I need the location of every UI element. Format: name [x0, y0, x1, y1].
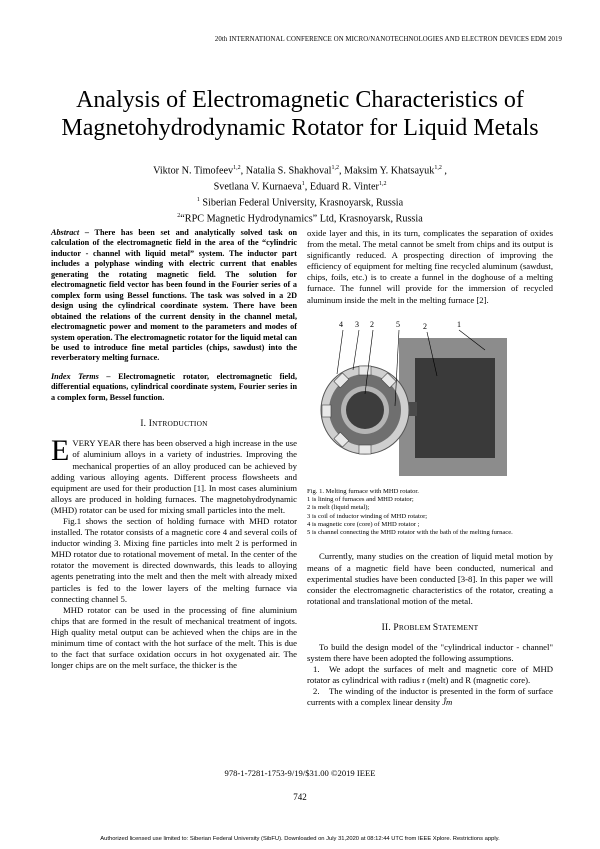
- caption-line: 1 is lining of furnaces and MHD rotator;: [307, 495, 414, 503]
- section-rest: NTRODUCTION: [152, 419, 208, 429]
- author-name: Svetlana V. Kurnaeva: [213, 181, 302, 193]
- author-name: Maksim Y. Khatsayuk: [344, 165, 435, 177]
- section-heading-introduction: [51, 418, 297, 430]
- intro-paragraph-2: Fig.1 shows the section of holding furnace with MHD rotator installed. The rotator consists of a magnetic core 4 and several coils of inductor winding 3. Mixing fine particles into melt 2 is performed in MHD rotator due to rotational movement of metal. In the center of the rotator the movement is directed downwards, this leads to alloying agents penetrating into the melt and then the melt with already mixed particles is fed to the lower layers of the melting furnace via connecting channel 5.: [51, 516, 297, 604]
- figure-caption: [307, 488, 553, 538]
- author-sup: 1,2: [331, 165, 339, 171]
- figure-1: [307, 316, 553, 484]
- affiliation-sup: 2: [177, 212, 181, 219]
- rotator-melt: [346, 391, 384, 429]
- coil: [359, 366, 371, 375]
- author-sup: 1,2: [434, 165, 442, 171]
- section-initial: P: [393, 622, 399, 633]
- list-number: 1.: [313, 664, 320, 675]
- figure-label: 4: [339, 319, 343, 329]
- footer-isbn: 978-1-7281-1753-9/19/$31.00 ©2019 IEEE: [224, 768, 376, 778]
- list-number: 2.: [313, 686, 320, 697]
- section-initial: I: [148, 419, 153, 430]
- coil: [359, 445, 371, 454]
- figure-label: 2: [370, 319, 374, 329]
- title-line-2: Magnetohydrodynamic Rotator for Liquid Metals: [61, 115, 539, 141]
- author-sup: 1,2: [233, 165, 241, 171]
- caption-line: 4 is magnetic core (core) of MHD rotator ;: [307, 520, 420, 528]
- author-name: Eduard R. Vinter: [309, 181, 379, 193]
- affiliation-1: [60, 194, 540, 210]
- drop-cap: E: [51, 434, 70, 468]
- intro-paragraph-1: [51, 434, 297, 516]
- author-sup: 1,2: [378, 180, 387, 187]
- left-column: [51, 228, 297, 671]
- math-symbol: Ĵm: [442, 697, 453, 708]
- caption-line: 5 is channel connecting the MHD rotator with the bath of the melting furnace.: [307, 529, 513, 537]
- figure-label: 5: [396, 319, 400, 329]
- figure-labels: [339, 320, 461, 331]
- caption-title: Fig. 1. Melting furnace with MHD rotator.: [307, 487, 419, 495]
- section-rest: TATEMENT: [438, 622, 479, 632]
- abstract-text: – There has been set and analytically solved task on calculation of the electromagnetic field in the area of the “cylindric inductor - channel with liquid metal” system. The inductor part includes a polyphase winding with electric current that enables generating the rotating magnetic field. The solution for electromagnetic field vector has been found in the Fourier series of a complex form using Bessel functions. The task was solved in a 2D design using the cylindrical coordinate system. There have been obtained the relations of the current density in the channel metal, electromagnetic power and moment to the parameters and modes of system operation. The electromagnetic rotator for the liquid metal can be used to introduce fine metal particles (chips, sawdust) into the reverberatory melting furnace.: [51, 228, 298, 363]
- right-paragraph-2: Currently, many studies on the creation of liquid metal motion by means of a magnetic field have been conducted, numerical and experimental studies have been conducted [3-8]. In this paper we will consider the electromagnetic characteristics of the rotator, creating a rotational and translational motion of the metal.: [307, 551, 553, 606]
- figure-label: 2: [423, 321, 427, 331]
- author-sup: 1: [301, 180, 305, 187]
- intro-text-1: there has been observed a high increase in the use of aluminium alloys in a variety of industries. Improving the mechanical properties of an alloy produced can be achieved by adding various alloying agents. Different process flowsheets and equipment are used for their production [1]. In most cases aluminium alloys are produced in holding furnaces. The magnetohydrodynamic (MHD) rotator can be used for mixing small particles into the melt.: [51, 438, 297, 515]
- furnace-melt: [415, 358, 495, 458]
- section-rest: ROBLEM: [398, 622, 433, 632]
- figure-label: 3: [355, 319, 359, 329]
- affiliation-2: [60, 210, 540, 226]
- abstract-label: Abstract: [51, 228, 80, 237]
- coil: [322, 405, 331, 417]
- section-initial: S: [432, 622, 439, 633]
- figure-label: 1: [457, 319, 461, 329]
- title-line-1: Analysis of Electromagnetic Characteristics of: [76, 87, 524, 113]
- author-name: Viktor N. Timofeev: [153, 165, 234, 177]
- list-text: The winding of the inductor is presented in the form of surface currents with a complex linear density: [307, 686, 553, 708]
- caption-line: 2 is melt (liquid metal);: [307, 504, 370, 512]
- section-number: II.: [381, 622, 391, 633]
- assumption-2: [307, 686, 553, 708]
- abstract: [51, 228, 297, 364]
- caption-line: 3 is coil of inductor winding of MHD rotator;: [307, 512, 428, 520]
- right-paragraph-3: To build the design model of the "cylindrical inductor - channel" system there have been adopted the following assumptions.: [307, 642, 553, 664]
- affiliation-sup: 1: [196, 196, 200, 203]
- intro-capitals: VERY YEAR: [72, 438, 121, 449]
- list-text: We adopt the surfaces of melt and magnetic core of MHD rotator as cylindrical with radius r (melt) and R (magnetic core).: [307, 664, 553, 686]
- affiliation-text: Siberian Federal University, Krasnoyarsk, Russia: [202, 197, 404, 209]
- index-terms-label: Index Terms: [51, 371, 99, 381]
- conference-header: 20th INTERNATIONAL CONFERENCE ON MICRO/NANOTECHNOLOGIES AND ELECTRON DEVICES EDM 2019: [214, 36, 562, 43]
- section-number: I.: [140, 419, 147, 430]
- license-notice: Authorized licensed use limited to: Siberian Federal University (SibFU). Downloaded on July 31,2020 at 08:12:44 UTC from IEEE Xplore. Restrictions apply.: [100, 836, 500, 842]
- right-column: [307, 228, 553, 709]
- affiliation-text: “RPC Magnetic Hydrodynamics” Ltd, Krasnoyarsk, Russia: [180, 213, 423, 225]
- section-heading-problem: [307, 622, 553, 634]
- author-line-2: Svetlana V. Kurnaeva$^1$, Eduard R. Vinter$^{1,2}$: [213, 180, 387, 193]
- right-paragraph-1: oxide layer and this, in its turn, complicates the separation of oxides from the metal. The metal cannot be smelt from chips and its output is significantly reduced. A prospecting direction of improving the efficiency of equipment for melting fine recycled aluminum (sawdust, chips, foils, etc.) is to create a funnel in the doghouse of a melting furnace. The funnel will provide for the immersion of recycled aluminum inside the melt in the melting furnace [2].: [307, 228, 553, 305]
- page-number: 742: [293, 792, 307, 802]
- index-terms-text: – Electromagnetic rotator, electromagnetic field, differential equations, cylindrical coordinate system, Fourier series in a complex form, Bessel function.: [51, 371, 298, 402]
- index-terms: [51, 372, 297, 403]
- furnace-diagram: [307, 316, 553, 484]
- author-name: Natalia S. Shakhoval: [245, 165, 332, 177]
- intro-paragraph-3: MHD rotator can be used in the processing of fine aluminium chips that are formed in the result of mechanical treatment of ingots. High quality metal output can be achieved when the chips are in the minimum time of contact with the hot surface of the melt. This is due to the fact that surface oxidation occurs in hot oxygenated air. The longer chips are on the melt surface, the thicker is the: [51, 604, 297, 671]
- assumption-1: [307, 664, 553, 686]
- paper-title: [40, 86, 560, 142]
- author-line-1: Viktor N. Timofeev$^{1,2}$, Natalia S. Shakhoval$^{1,2}$, Maksim Y. Khatsayuk$^{1,2}$ ,: [153, 165, 447, 177]
- author-block: [60, 162, 540, 226]
